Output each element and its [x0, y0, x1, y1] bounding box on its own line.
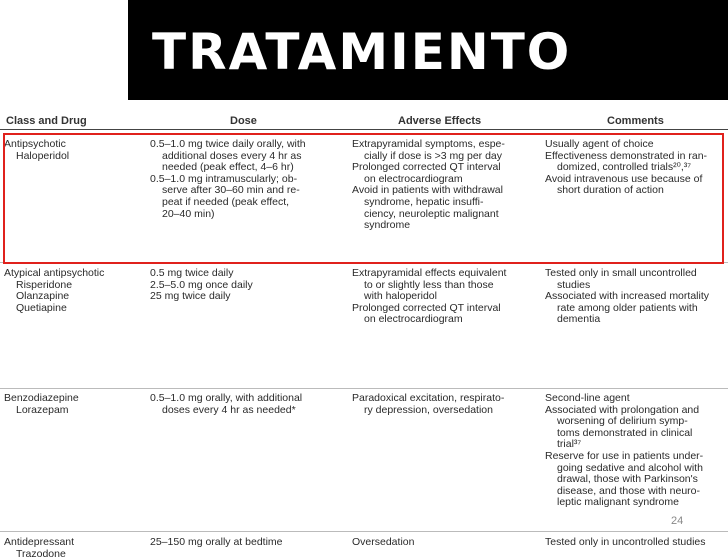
- cell-line: 0.5–1.0 mg intramuscularly; ob-: [150, 172, 298, 185]
- cell-line: 0.5–1.0 mg orally, with additional: [150, 392, 303, 404]
- cell-line: on electrocardiogram: [364, 313, 463, 326]
- class-drug-cell: [4, 537, 144, 560]
- cell-line: Reserve for use in patients under-: [545, 449, 704, 462]
- cell-line: trial³⁷: [557, 438, 582, 451]
- drug-name: Olanzapine: [16, 290, 70, 303]
- cell-line: Usually agent of choice: [545, 138, 654, 150]
- cell-line: drawal, those with Parkinson's: [557, 473, 698, 486]
- dose-cell: [150, 268, 345, 303]
- cell-line: disease, and those with neuro-: [557, 484, 701, 497]
- dose-cell: [150, 393, 345, 416]
- drug-class: Antipsychotic: [4, 138, 66, 150]
- cell-line: to or slightly less than those: [364, 278, 494, 291]
- cell-line: 2.5–5.0 mg once daily: [150, 278, 253, 291]
- class-drug-cell: [4, 268, 144, 314]
- cell-line: Avoid intravenous use because of: [545, 172, 703, 185]
- drug-class: Atypical antipsychotic: [4, 267, 105, 279]
- cell-line: dementia: [557, 313, 601, 326]
- cell-line: needed (peak effect, 4–6 hr): [162, 161, 294, 174]
- adverse-effects-cell: [352, 268, 540, 326]
- cell-line: Extrapyramidal effects equivalent: [352, 267, 507, 279]
- comments-cell: [545, 268, 728, 326]
- comments-cell: [545, 393, 728, 509]
- cell-line: leptic malignant syndrome: [557, 496, 679, 509]
- cell-line: Oversedation: [352, 536, 415, 548]
- cell-line: on electrocardiogram: [364, 172, 463, 185]
- dose-cell: [150, 537, 345, 549]
- cell-line: with haloperidol: [364, 290, 437, 303]
- cell-line: Tested only in small uncontrolled: [545, 267, 697, 279]
- cell-line: Associated with increased mortality: [545, 290, 709, 303]
- cell-line: syndrome, hepatic insuffi-: [364, 195, 484, 208]
- highlight-box: [3, 133, 724, 264]
- table-header: [0, 105, 728, 130]
- cell-line: going sedative and alcohol with: [557, 461, 703, 474]
- cell-line: toms demonstrated in clinical: [557, 426, 693, 439]
- cell-line: worsening of delirium symp-: [557, 415, 688, 428]
- drug-name: Trazodone: [16, 547, 66, 560]
- adverse-effects-cell: [352, 537, 540, 549]
- drug-class: Benzodiazepine: [4, 392, 79, 404]
- comments-cell: [545, 537, 728, 549]
- cell-line: rate among older patients with: [557, 301, 698, 314]
- cell-line: Prolonged corrected QT interval: [352, 301, 501, 314]
- drug-name: Quetiapine: [16, 301, 67, 314]
- cell-line: cially if dose is >3 mg per day: [364, 149, 503, 162]
- cell-line: Avoid in patients with withdrawal: [352, 184, 503, 197]
- cell-line: serve after 30–60 min and re-: [162, 184, 300, 197]
- cell-line: 25 mg twice daily: [150, 290, 231, 303]
- cell-line: Extrapyramidal symptoms, espe-: [352, 138, 505, 150]
- header-adverse-effects: Adverse Effects: [398, 115, 482, 127]
- cell-line: peat if needed (peak effect,: [162, 195, 290, 208]
- page-number: 24: [671, 515, 684, 527]
- drug-name: Risperidone: [16, 278, 73, 291]
- cell-line: short duration of action: [557, 184, 664, 197]
- cell-line: Tested only in uncontrolled studies: [545, 536, 706, 548]
- adverse-effects-cell: [352, 393, 540, 416]
- header-class-drug: Class and Drug: [6, 115, 87, 127]
- slide-title: TRATAMIENTO: [152, 23, 572, 81]
- drug-class: Antidepressant: [4, 536, 75, 548]
- cell-line: 0.5–1.0 mg twice daily orally, with: [150, 138, 306, 150]
- cell-line: Associated with prolongation and: [545, 403, 700, 416]
- class-drug-cell: [4, 393, 144, 416]
- cell-line: Effectiveness demonstrated in ran-: [545, 149, 708, 162]
- cell-line: syndrome: [364, 219, 411, 232]
- row-divider: [0, 388, 728, 389]
- header-dose: Dose: [230, 115, 257, 127]
- cell-line: additional doses every 4 hr as: [162, 149, 302, 162]
- cell-line: domized, controlled trials²⁰,³⁷: [557, 161, 692, 174]
- cell-line: 0.5 mg twice daily: [150, 267, 234, 279]
- drug-name: Haloperidol: [16, 149, 70, 162]
- cell-line: 25–150 mg orally at bedtime: [150, 536, 283, 548]
- cell-line: Second-line agent: [545, 392, 630, 404]
- cell-line: ciency, neuroleptic malignant: [364, 207, 499, 220]
- cell-line: 20–40 min): [162, 207, 215, 220]
- drug-name: Lorazepam: [16, 403, 69, 416]
- cell-line: ry depression, oversedation: [364, 403, 493, 416]
- cell-line: Prolonged corrected QT interval: [352, 161, 501, 174]
- cell-line: Paradoxical excitation, respirato-: [352, 392, 505, 404]
- row-divider: [0, 531, 728, 532]
- header-comments: Comments: [607, 115, 664, 127]
- cell-line: studies: [557, 278, 591, 291]
- cell-line: doses every 4 hr as needed*: [162, 403, 296, 416]
